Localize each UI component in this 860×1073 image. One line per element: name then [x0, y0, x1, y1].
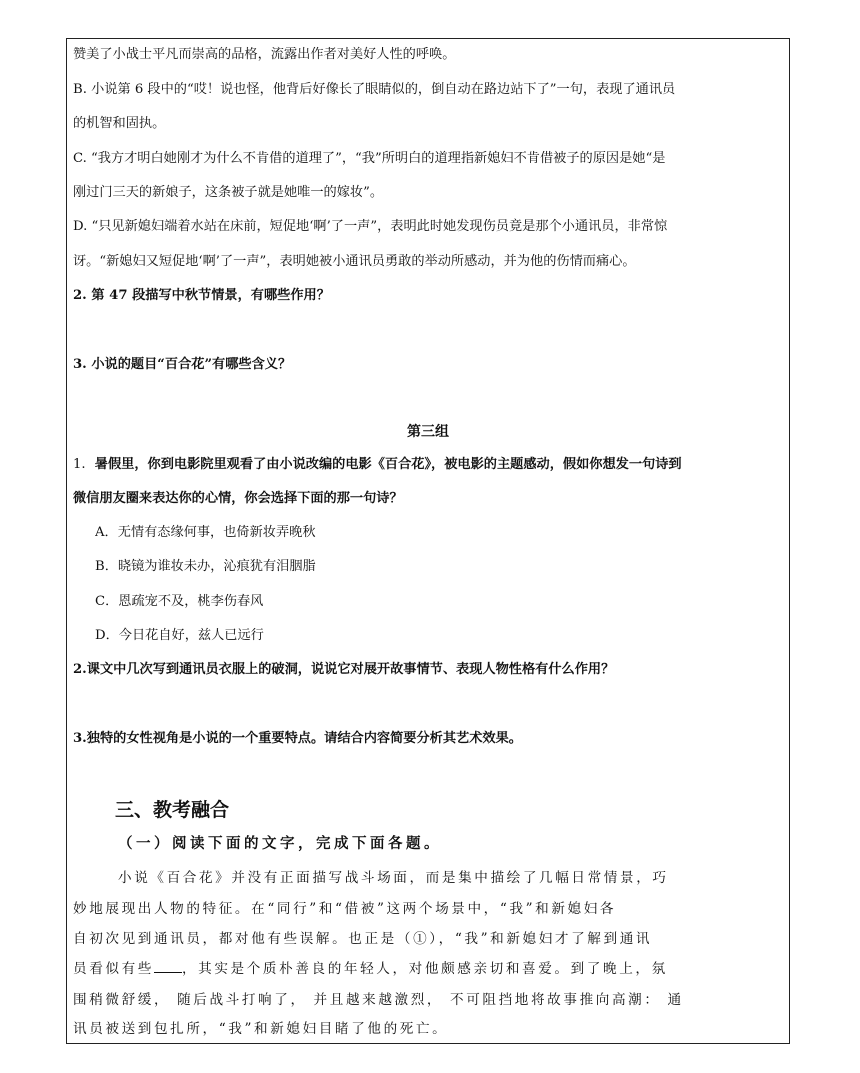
- paragraph-line: 自初次见到通讯员，都对他有些误解。也正是（①），“我”和新媳妇才了解到通讯: [73, 931, 653, 947]
- group-title: 第三组: [407, 424, 449, 440]
- group3-question-1: [73, 455, 784, 475]
- paragraph-line: 围稍微舒缓， 随后战斗打响了， 并且越来越激烈， 不可阻挡地将故事推向高潮： 通: [73, 992, 684, 1008]
- option-b: B．晓镜为谁妆未办，沁痕犹有泪胭脂: [95, 559, 316, 574]
- paragraph-line: 妙地展现出人物的特征。在“同行”和“借被”这两个场景中，“我”和新媳妇各: [73, 901, 617, 917]
- paragraph-line: 小说《百合花》并没有正面描写战斗场面，而是集中描绘了几幅日常情景，巧: [118, 870, 669, 886]
- question-text: 暑假里，你到电影院里观看了由小说改编的电影《百合花》，被电影的主题感动，假如你想发一句诗到: [94, 457, 682, 472]
- paragraph-line: [73, 959, 784, 979]
- question-3: 3. 小说的题目“百合花”有哪些含义？: [73, 357, 292, 372]
- group3-question-2: 2.课文中几次写到通讯员衣服上的破洞，说说它对展开故事情节、表现人物性格有什么作用？: [73, 662, 615, 677]
- option-b-line: B. 小说第 6 段中的“哎！说也怪，他背后好像长了眼睛似的，倒自动在路边站下了”一句，表现了通讯员: [73, 82, 676, 97]
- text-fragment: 员看似有些: [73, 961, 154, 977]
- option-a: A．无情有态缘何事，也倚新妆弄晚秋: [95, 525, 316, 540]
- paragraph-line: 讯员被送到包扎所，“我”和新媳妇目睹了他的死亡。: [73, 1021, 449, 1037]
- section-heading: 三、教考融合: [115, 799, 230, 821]
- text-line: 赞美了小战士平凡而崇高的品格，流露出作者对美好人性的呼唤。: [73, 47, 456, 62]
- text-line: 讶。“新媳妇又短促地‘啊’了一声”，表明她被小通讯员勇敢的举动所感动，并为他的伤情而痛心。: [73, 254, 636, 269]
- option-d-line: D. “只见新媳妇端着水站在床前，短促地‘啊’了一声”，表明此时她发现伤员竟是那个小通讯员，非常惊: [73, 219, 668, 234]
- question-2: 2. 第 47 段描写中秋节情景，有哪些作用？: [73, 288, 330, 303]
- text-line: 刚过门三天的新娘子，这条被子就是她唯一的嫁妆”。: [73, 185, 384, 200]
- option-c: C．恩疏宠不及，桃李伤春风: [95, 594, 264, 609]
- option-d: D．今日花自好，兹人已远行: [95, 628, 264, 643]
- text-line: 微信朋友圈来表达你的心情，你会选择下面的那一句诗？: [73, 491, 403, 506]
- option-c-line: C. “我方才明白她刚才为什么不肯借的道理了”，“我”所明白的道理指新媳妇不肯借被子的原因是她“是: [73, 151, 666, 166]
- fill-in-blank: [154, 960, 182, 973]
- group3-question-3: 3.独特的女性视角是小说的一个重要特点。请结合内容简要分析其艺术效果。: [73, 731, 522, 746]
- text-fragment: ，其实是个质朴善良的年轻人，对他颇感亲切和喜爱。到了晚上，氛: [181, 961, 668, 977]
- subsection-heading: （一）阅读下面的文字，完成下面各题。: [118, 835, 442, 852]
- text-line: 的机智和固执。: [73, 116, 166, 131]
- question-number: 1.: [73, 457, 86, 472]
